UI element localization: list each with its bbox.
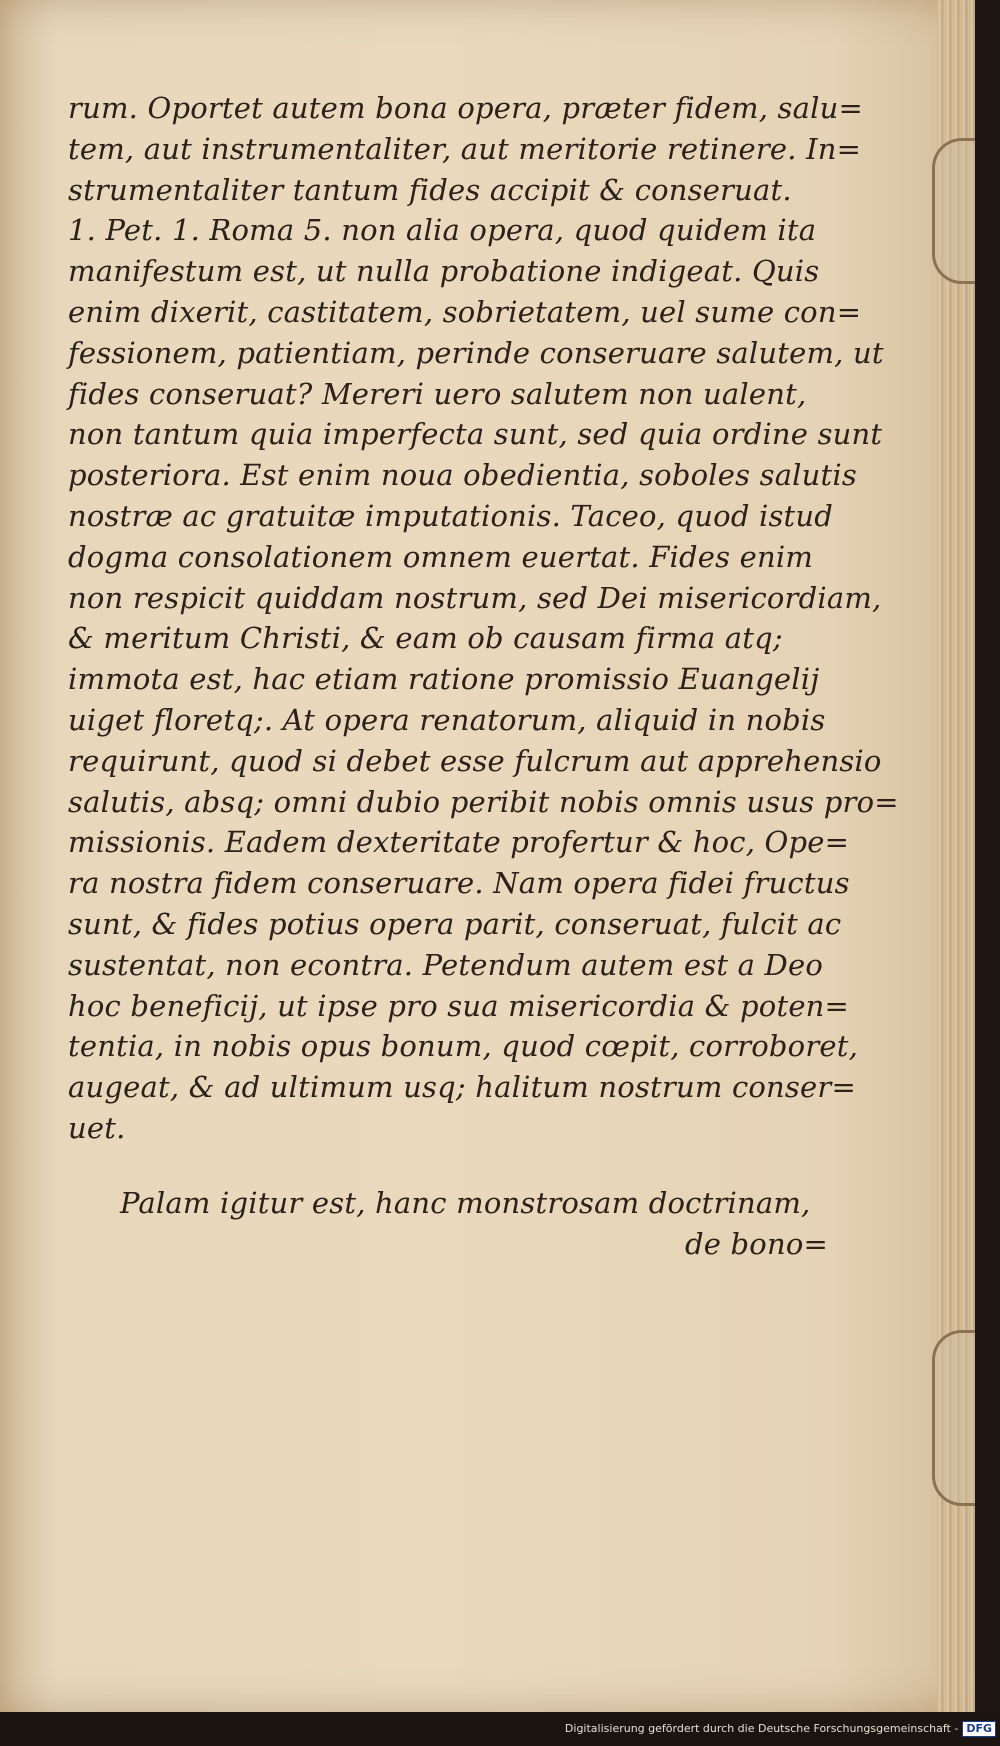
text-line: tentia, in nobis opus bonum, quod cœpit, corroboret, [68, 1029, 859, 1064]
text-line: nostræ ac gratuitæ imputationis. Taceo, quod istud [68, 498, 834, 533]
catchword: de bono= [684, 1226, 828, 1261]
text-line: manifestum est, ut nulla probatione indigeat. Quis [68, 254, 820, 289]
paragraph-two-line: Palam igitur est, hanc monstrosam doctrinam, [120, 1185, 811, 1220]
text-line: uet. [68, 1110, 126, 1145]
clasp-top [932, 138, 975, 284]
digitization-footer [0, 1712, 1000, 1746]
page-text [68, 88, 899, 1264]
text-line: requirunt, quod si debet esse fulcrum aut apprehensio [68, 743, 882, 778]
paragraph-gap [68, 1149, 838, 1183]
text-line: rum. Oportet autem bona opera, præter fidem, salu= [68, 91, 863, 125]
text-line: & meritum Christi, & eam ob causam firma atq; [68, 621, 783, 656]
text-line: posteriora. Est enim noua obedientia, soboles salutis [68, 458, 857, 493]
footer-credit: Digitalisierung gefördert durch die Deutsche Forschungsgemeinschaft - [564, 1722, 959, 1735]
text-line: fessionem, patientiam, perinde conseruare salutem, ut [68, 335, 884, 370]
text-line: non tantum quia imperfecta sunt, sed quia ordine sunt [68, 417, 883, 452]
text-line: non respicit quiddam nostrum, sed Dei misericordiam, [68, 580, 882, 615]
text-line: sunt, & fides potius opera parit, conseruat, fulcit ac [68, 906, 842, 941]
text-line: sustentat, non econtra. Petendum autem est a Deo [68, 947, 824, 982]
text-line: fides conseruat? Mereri uero salutem non ualent, [68, 376, 807, 411]
text-line: immota est, hac etiam ratione promissio Euangelij [68, 662, 820, 697]
text-line: 1. Pet. 1. Roma 5. non alia opera, quod quidem ita [68, 213, 817, 248]
text-line: missionis. Eadem dexteritate profertur & hoc, Ope= [68, 825, 850, 860]
text-line: salutis, absq; omni dubio peribit nobis omnis usus pro= [68, 784, 899, 819]
dfg-logo-icon: DFG [962, 1721, 996, 1737]
text-line: strumentaliter tantum fides accipit & conseruat. [68, 172, 792, 207]
text-line: ra nostra fidem conseruare. Nam opera fidei fructus [68, 866, 850, 901]
clasp-bottom [932, 1330, 975, 1506]
text-line: dogma consolationem omnem euertat. Fides enim [68, 539, 814, 574]
text-line: augeat, & ad ultimum usq; halitum nostrum conser= [68, 1070, 856, 1105]
text-line: uiget floretq;. At opera renatorum, aliquid in nobis [68, 702, 826, 737]
text-line: enim dixerit, castitatem, sobrietatem, uel sume con= [68, 294, 862, 329]
text-line: tem, aut instrumentaliter, aut meritorie retinere. In= [68, 131, 862, 166]
text-line: hoc beneficij, ut ipse pro sua misericordia & poten= [68, 988, 850, 1023]
